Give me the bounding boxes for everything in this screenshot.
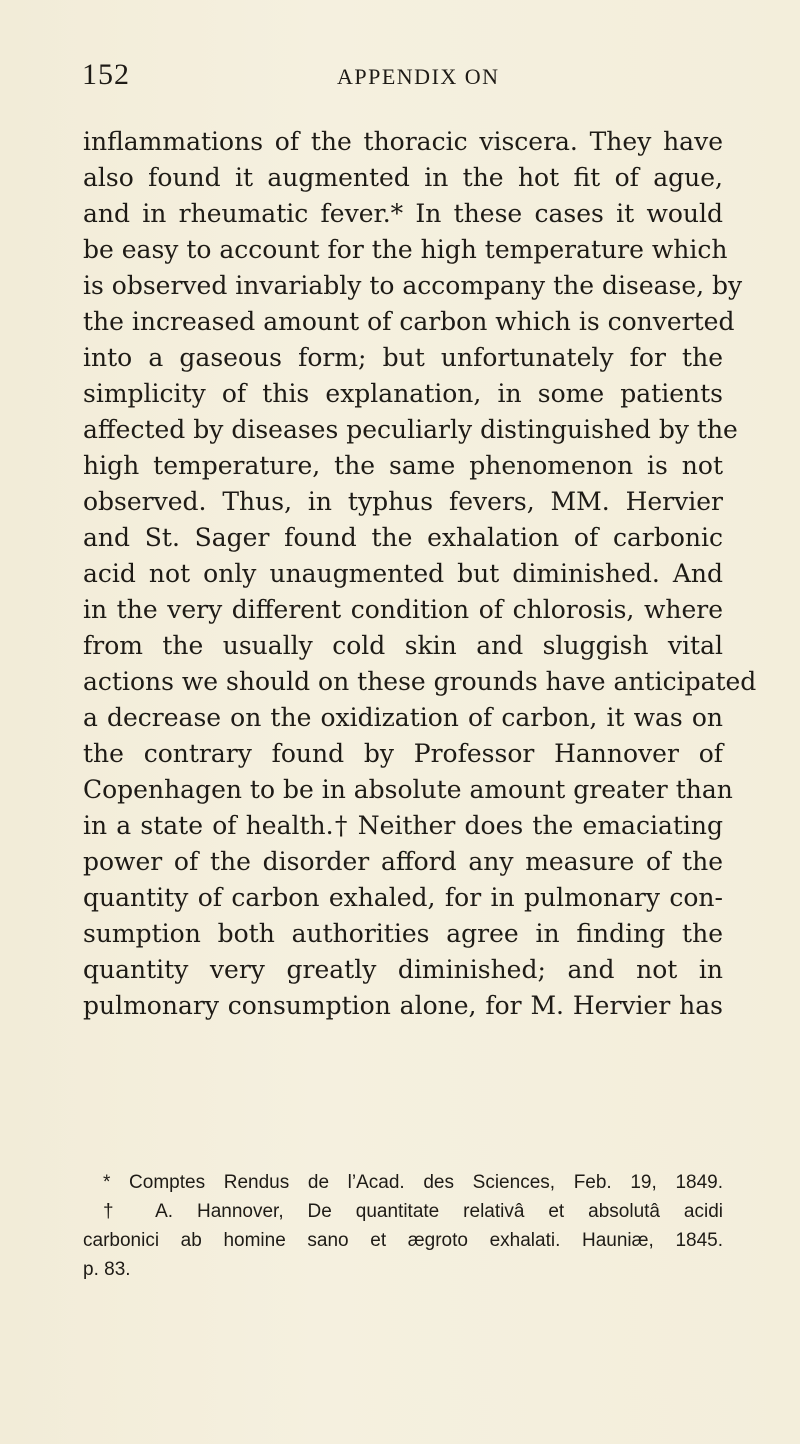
text-line: observed. Thus, in typhus fevers, MM. Hervier (83, 487, 723, 516)
text-line: also found it augmented in the hot fit of ague, (83, 163, 723, 192)
text-line: Copenhagen to be in absolute amount greater than (83, 775, 733, 804)
text-line: simplicity of this explanation, in some patients (83, 379, 723, 408)
text-line: the contrary found by Professor Hannover of (83, 739, 723, 768)
text-line: acid not only unaugmented but diminished. And (83, 559, 723, 588)
text-line: and St. Sager found the exhalation of carbonic (83, 523, 723, 552)
running-title: APPENDIX ON (337, 64, 500, 89)
text-line: a decrease on the oxidization of carbon, it was on (83, 703, 723, 732)
text-line: be easy to account for the high temperature which (83, 235, 728, 264)
text-line: and in rheumatic fever.* In these cases it would (83, 199, 723, 228)
text-line: quantity of carbon exhaled, for in pulmonary con- (83, 883, 723, 912)
text-line: inflammations of the thoracic viscera. They have (83, 127, 723, 156)
footnote-asterisk: * Comptes Rendus de l’Acad. des Sciences, Feb. 19, 1849. (103, 1172, 723, 1193)
text-line: the increased amount of carbon which is converted (83, 307, 735, 336)
text-line: affected by diseases peculiarly distinguished by the (83, 415, 738, 444)
body-paragraph (83, 124, 757, 1024)
text-line: into a gaseous form; but unfortunately for the (83, 343, 723, 372)
text-line: in a state of health.† Neither does the emaciating (83, 811, 723, 840)
footnote-dagger: † A. Hannover, De quantitate relativâ et absolutâ acidi (103, 1201, 723, 1222)
footnote-continuation: p. 83. (83, 1259, 131, 1280)
text-line: pulmonary consumption alone, for M. Hervier has (83, 991, 723, 1020)
text-line: sumption both authorities agree in finding the (83, 919, 723, 948)
text-line: is observed invariably to accompany the disease, by (83, 271, 743, 300)
running-head (82, 58, 722, 98)
text-line: high temperature, the same phenomenon is not (83, 451, 723, 480)
text-line: actions we should on these grounds have anticipated (83, 667, 757, 696)
text-line: in the very different condition of chlorosis, where (83, 595, 723, 624)
footnotes (83, 1168, 723, 1284)
text-line: quantity very greatly diminished; and not in (83, 955, 723, 984)
page-number: 152 (82, 58, 130, 91)
footnote-continuation: carbonici ab homine sano et ægroto exhalati. Hauniæ, 1845. (83, 1230, 723, 1251)
text-line: power of the disorder afford any measure of the (83, 847, 723, 876)
text-line: from the usually cold skin and sluggish vital (83, 631, 723, 660)
